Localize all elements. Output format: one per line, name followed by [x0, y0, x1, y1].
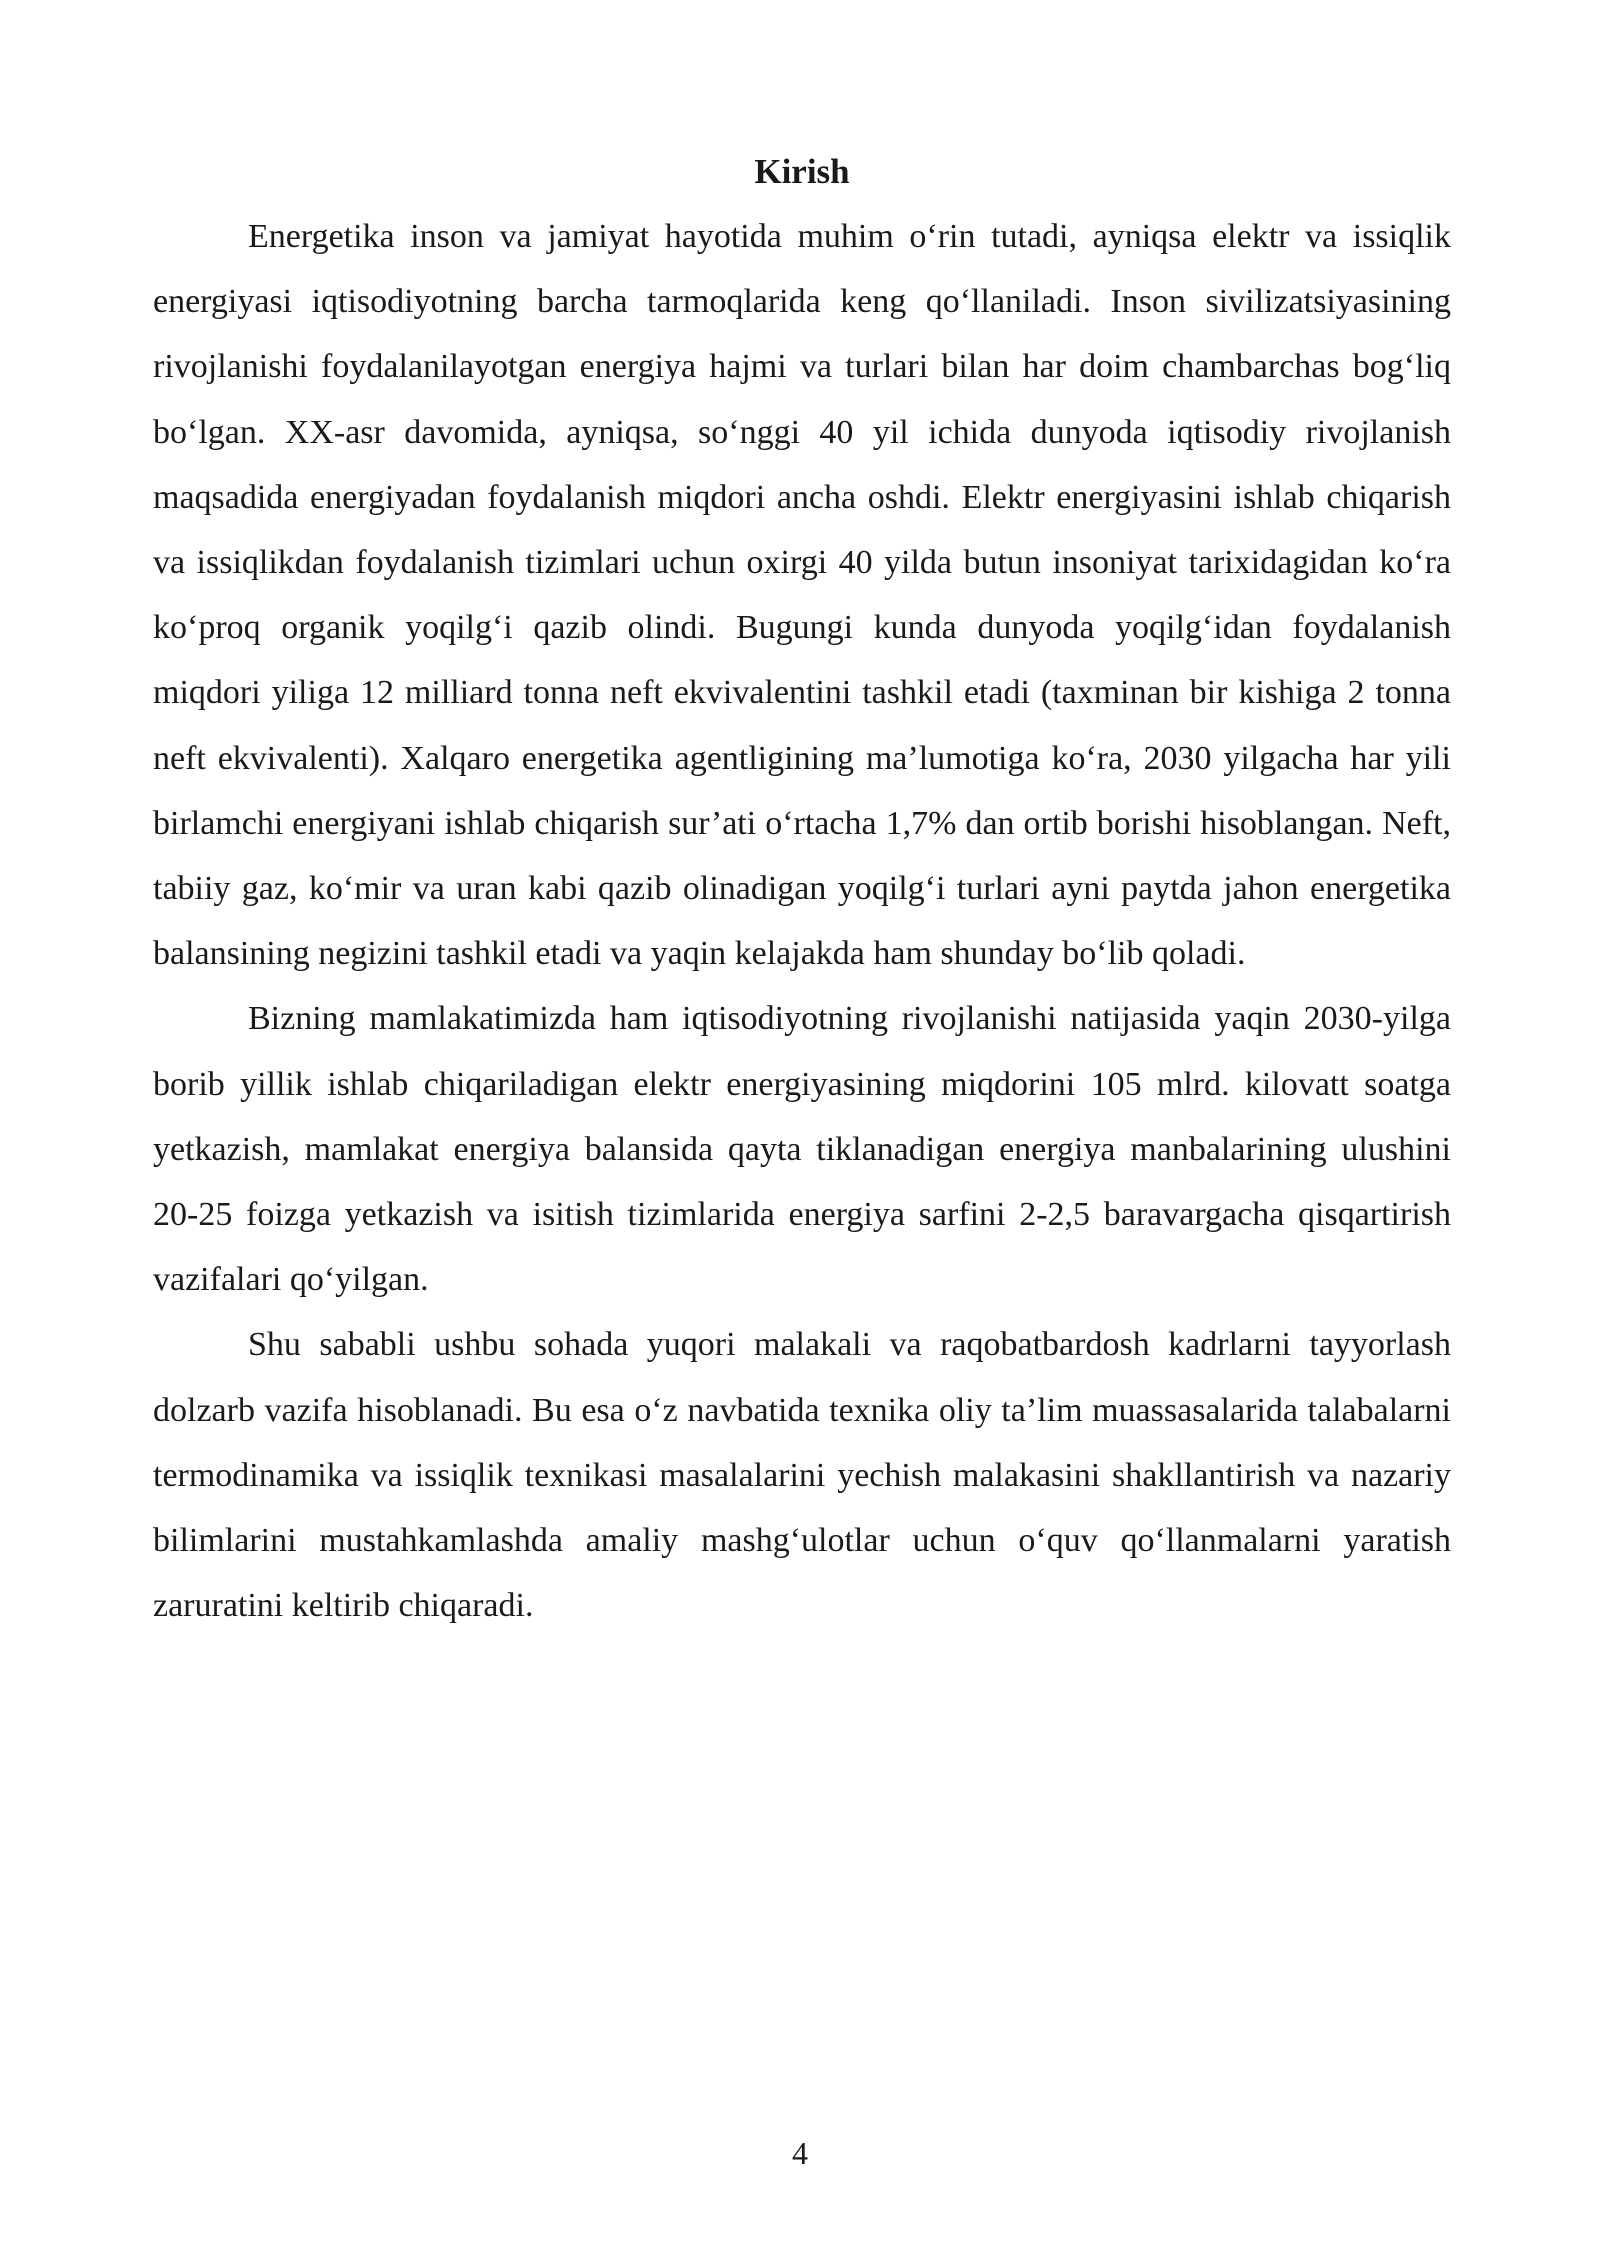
paragraph-national-goals: Bizning mamlakatimizda ham iqtisodiyotning rivojlanishi natijasida yaqin 2030-yilga borib yillik ishlab chiqariladigan elektr energiyasining miqdorini 105 mlrd. kilovatt soatga yetkazish, mamlakat energiya balansida qayta tiklanadigan energiya manbalarining ulushini 20-25 foizga yetkazish va isitish tizimlarida energiya sarfini 2-2,5 baravargacha qisqartirish vazifalari qo‘yilgan. [153, 1000, 1451, 1299]
body-text [153, 204, 1451, 1638]
page-number: 4 [792, 2135, 808, 2171]
section-heading: Kirish [754, 152, 850, 191]
paragraph-energy-overview: Energetika inson va jamiyat hayotida muhim o‘rin tutadi, ayniqsa elektr va issiqlik energiyasi iqtisodiyotning barcha tarmoqlarida keng qo‘llaniladi. Inson sivilizatsiyasining rivojlanishi foydalanilayotgan energiya hajmi va turlari bilan har doim chambarchas bog‘liq bo‘lgan. XX-asr davomida, ayniqsa, so‘nggi 40 yil ichida dunyoda iqtisodiy rivojlanish maqsadida energiyadan foydalanish miqdori ancha oshdi. Elektr energiyasini ishlab chiqarish va issiqlikdan foydalanish tizimlari uchun oxirgi 40 yilda butun insoniyat tarixidagidan ko‘ra ko‘proq organik yoqilg‘i qazib olindi. Bugungi kunda dunyoda yoqilg‘idan foydalanish miqdori yiliga 12 milliard tonna neft ekvivalentini tashkil etadi (taxminan bir kishiga 2 tonna neft ekvivalenti). Xalqaro energetika agentligining ma’lumotiga ko‘ra, 2030 yilgacha har yili birlamchi energiyani ishlab chiqarish sur’ati o‘rtacha 1,7% dan ortib borishi hisoblangan. Neft, tabiiy gaz, ko‘mir va uran kabi qazib olinadigan yoqilg‘i turlari ayni paytda jahon energetika balansining negizini tashkil etadi va yaqin kelajakda ham shunday bo‘lib qoladi. [153, 218, 1451, 973]
paragraph-education-need: Shu sababli ushbu sohada yuqori malakali va raqobatbardosh kadrlarni tayyorlash dolzarb vazifa hisoblanadi. Bu esa o‘z navbatida texnika oliy ta’lim muassasalarida talabalarni termodinamika va issiqlik texnikasi masalalarini yechish malakasini shakllantirish va nazariy bilimlarini mustahkamlashda amaliy mashg‘ulotlar uchun o‘quv qo‘llanmalarni yaratish zaruratini keltirib chiqaradi. [153, 1326, 1451, 1625]
